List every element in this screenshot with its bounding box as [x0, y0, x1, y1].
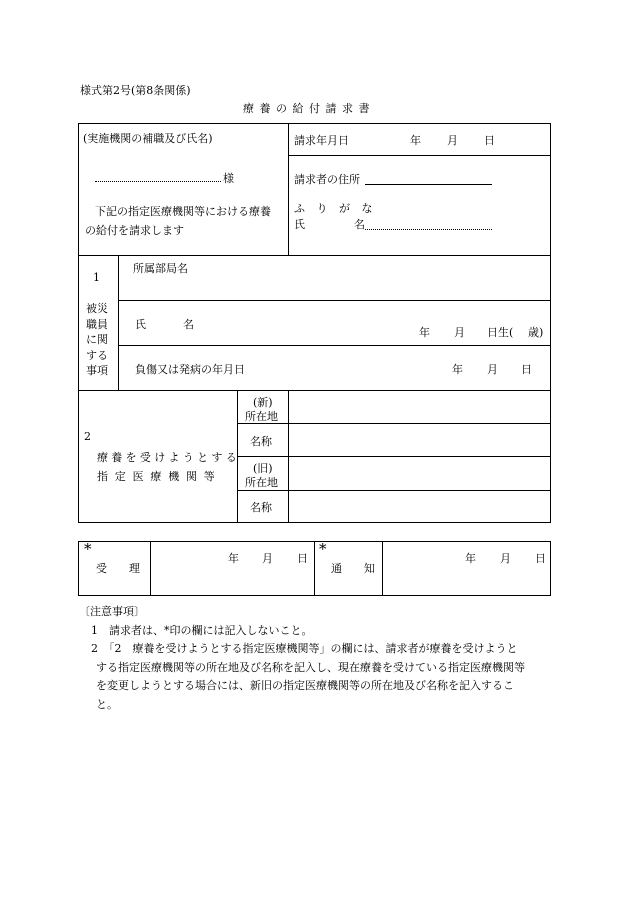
receipt-year-label: 年: [228, 552, 239, 565]
request-month-label: 月: [447, 134, 458, 147]
notify-asterisk: *: [319, 540, 327, 558]
request-text-line2: の給付を請求します: [85, 224, 184, 237]
notes-title: 〔注意事項〕: [79, 605, 145, 618]
agency-label: (実施機関の補職及び氏名): [83, 132, 213, 145]
injury-day-label: 日: [521, 363, 532, 376]
section2-heading-2: 指定医療機関等: [97, 470, 222, 483]
new-location-label: 所在地: [245, 410, 278, 423]
notify-day-label: 日: [535, 552, 546, 565]
receive-label: 受 理: [96, 562, 140, 575]
request-year-label: 年: [410, 134, 421, 147]
birth-year-label: 年: [419, 326, 430, 339]
section1-number: 1: [93, 271, 100, 284]
receipt-day-label: 日: [297, 552, 308, 565]
notify-label: 通 知: [331, 562, 375, 575]
section2-number: 2: [84, 430, 91, 443]
receipt-month-label: 月: [262, 552, 273, 565]
dept-label: 所属部局名: [133, 262, 188, 275]
injury-month-label: 月: [487, 363, 498, 376]
requester-name-label-1: 氏: [294, 218, 305, 231]
form-number: 様式第2号(第8条関係): [80, 84, 191, 97]
new-tag: (新): [253, 396, 273, 409]
victim-name-label-1: 氏: [135, 318, 146, 331]
request-text-line1: 下記の指定医療機関等における療養: [95, 205, 271, 218]
sama-label: 様: [223, 172, 234, 185]
old-location-label: 所在地: [245, 476, 278, 489]
note-item-2: 2 「2 療養を受けようとする指定医療機関等」の欄には、請求者が療養を受けようと する指定医療機関等の所在地及び名称を記入し、現在療養を受けている指定医療機関等 を変更しようとする場合には、新旧の指定医療機関等の所在地及び名称を記入するこ と。: [91, 642, 525, 711]
old-tag: (旧): [253, 462, 273, 475]
new-name-label: 名称: [250, 435, 272, 448]
section1-heading: 被災 職員 に関 する 事項: [86, 302, 108, 377]
receipt-asterisk: *: [84, 540, 92, 558]
furigana-label: ふ り が な: [294, 202, 377, 215]
address-field[interactable]: [365, 184, 492, 185]
injury-year-label: 年: [452, 363, 463, 376]
birth-month-label: 月: [454, 326, 465, 339]
age-label: 歳): [528, 326, 544, 339]
old-name-label: 名称: [250, 501, 272, 514]
note-item-1: 1 請求者は、*印の欄には記入しないこと。: [91, 624, 313, 637]
requester-name-label-2: 名: [354, 218, 365, 231]
request-day-label: 日: [484, 134, 495, 147]
form-title: 療 養 の 給 付 請 求 書: [243, 102, 371, 115]
victim-name-label-2: 名: [183, 318, 194, 331]
address-label: 請求者の住所: [294, 173, 360, 186]
injury-date-label: 負傷又は発病の年月日: [135, 363, 245, 376]
notify-month-label: 月: [500, 552, 511, 565]
agency-name-field[interactable]: [95, 181, 221, 182]
notify-year-label: 年: [465, 552, 476, 565]
request-date-label: 請求年月日: [294, 134, 349, 147]
requester-name-field[interactable]: [365, 229, 492, 230]
birth-day-label: 日生(: [487, 326, 514, 339]
section2-heading-1: 療養を受けようとする: [97, 451, 240, 464]
